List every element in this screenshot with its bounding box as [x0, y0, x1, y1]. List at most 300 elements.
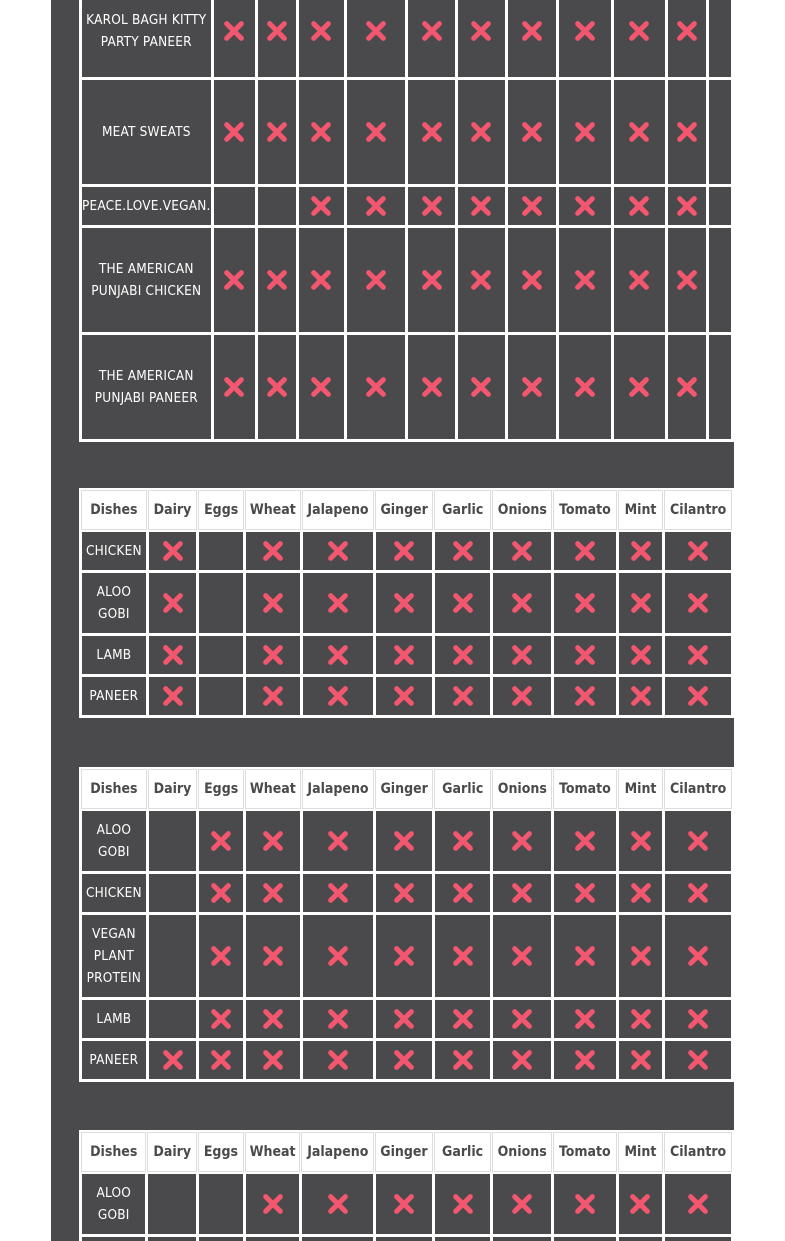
x-mark-icon	[310, 195, 332, 217]
x-mark-icon	[574, 644, 596, 666]
x-mark-icon	[630, 882, 652, 904]
mark-cell	[303, 874, 374, 912]
x-mark-icon	[266, 20, 288, 42]
mark-cell	[493, 532, 551, 570]
mark-cell	[376, 1041, 432, 1079]
empty-cell	[709, 80, 731, 184]
x-mark-icon	[574, 1193, 596, 1215]
mark-cell	[302, 1237, 373, 1241]
x-mark-icon	[452, 882, 474, 904]
mark-cell	[614, 187, 665, 225]
column-header: Ginger	[376, 1133, 432, 1171]
mark-cell	[493, 811, 551, 871]
mark-cell	[303, 915, 374, 997]
mark-cell	[665, 573, 731, 633]
mark-cell	[665, 811, 731, 871]
mark-cell	[665, 1237, 731, 1241]
mark-cell	[665, 1000, 731, 1038]
x-mark-icon	[210, 830, 232, 852]
x-mark-icon	[511, 1193, 533, 1215]
x-mark-icon	[521, 376, 543, 398]
x-mark-icon	[511, 592, 533, 614]
column-header: Garlic	[435, 1133, 491, 1171]
x-mark-icon	[574, 685, 596, 707]
mark-cell	[619, 573, 663, 633]
x-mark-icon	[574, 882, 596, 904]
table-row	[82, 1041, 731, 1079]
mark-cell	[665, 636, 731, 674]
x-mark-icon	[262, 644, 284, 666]
mark-cell	[554, 1174, 616, 1234]
table-row	[82, 636, 731, 674]
x-mark-icon	[421, 121, 443, 143]
allergen-table-1	[79, 0, 734, 442]
mark-cell	[376, 677, 432, 715]
column-header: Onions	[493, 491, 551, 529]
dish-name: THE AMERICAN PUNJABI CHICKEN	[82, 228, 211, 332]
x-mark-icon	[452, 540, 474, 562]
mark-cell	[458, 187, 505, 225]
mark-cell	[149, 811, 197, 871]
x-mark-icon	[327, 1193, 349, 1215]
column-header: Garlic	[435, 491, 490, 529]
column-header: Jalapeno	[303, 770, 374, 808]
x-mark-icon	[266, 376, 288, 398]
column-header: Tomato	[554, 491, 616, 529]
mark-cell	[614, 80, 665, 184]
mark-cell	[668, 187, 706, 225]
mark-cell	[665, 915, 731, 997]
mark-cell	[493, 677, 551, 715]
mark-cell	[493, 573, 551, 633]
x-mark-icon	[470, 376, 492, 398]
mark-cell	[619, 1041, 663, 1079]
mark-cell	[559, 228, 610, 332]
column-header: Garlic	[435, 770, 490, 808]
column-header: Jalapeno	[302, 1133, 373, 1171]
table-row	[82, 874, 731, 912]
x-mark-icon	[470, 20, 492, 42]
column-header: Jalapeno	[303, 491, 374, 529]
x-mark-icon	[393, 1049, 415, 1071]
mark-cell	[435, 1000, 490, 1038]
column-header: Mint	[619, 770, 663, 808]
x-mark-icon	[327, 644, 349, 666]
mark-cell	[258, 187, 296, 225]
x-mark-icon	[223, 269, 245, 291]
table-row	[82, 811, 731, 871]
mark-cell	[258, 0, 296, 77]
content-panel	[51, 0, 734, 1241]
x-mark-icon	[393, 644, 415, 666]
x-mark-icon	[521, 269, 543, 291]
mark-cell	[199, 573, 243, 633]
mark-cell	[303, 677, 374, 715]
mark-cell	[246, 1237, 300, 1241]
mark-cell	[554, 532, 616, 570]
dish-name: PANEER	[82, 677, 146, 715]
column-header: Dairy	[148, 1133, 196, 1171]
x-mark-icon	[574, 540, 596, 562]
mark-cell	[554, 915, 616, 997]
mark-cell	[149, 677, 197, 715]
column-header: Wheat	[246, 770, 300, 808]
column-header: Eggs	[199, 491, 243, 529]
x-mark-icon	[676, 376, 698, 398]
column-header: Onions	[493, 770, 551, 808]
x-mark-icon	[574, 269, 596, 291]
column-header: Mint	[619, 491, 663, 529]
x-mark-icon	[628, 269, 650, 291]
x-mark-icon	[310, 20, 332, 42]
x-mark-icon	[262, 1049, 284, 1071]
x-mark-icon	[262, 540, 284, 562]
dish-name: THE AMERICAN PUNJABI PANEER	[82, 335, 211, 439]
mark-cell	[347, 335, 405, 439]
table-row	[82, 677, 731, 715]
x-mark-icon	[630, 1049, 652, 1071]
column-header: Tomato	[554, 770, 616, 808]
mark-cell	[435, 573, 490, 633]
x-mark-icon	[162, 540, 184, 562]
x-mark-icon	[630, 830, 652, 852]
mark-cell	[149, 915, 197, 997]
x-mark-icon	[393, 945, 415, 967]
x-mark-icon	[452, 1049, 474, 1071]
mark-cell	[614, 0, 665, 77]
table-row	[82, 1237, 731, 1241]
mark-cell	[554, 874, 616, 912]
mark-cell	[299, 228, 344, 332]
mark-cell	[376, 1000, 432, 1038]
mark-cell	[408, 228, 455, 332]
x-mark-icon	[574, 376, 596, 398]
column-header: Ginger	[376, 770, 432, 808]
mark-cell	[376, 573, 432, 633]
x-mark-icon	[687, 882, 709, 904]
mark-cell	[246, 532, 300, 570]
x-mark-icon	[266, 121, 288, 143]
mark-cell	[554, 1041, 616, 1079]
x-mark-icon	[470, 121, 492, 143]
mark-cell	[148, 1237, 196, 1241]
mark-cell	[665, 874, 731, 912]
x-mark-icon	[310, 376, 332, 398]
x-mark-icon	[470, 269, 492, 291]
mark-cell	[619, 1174, 663, 1234]
table-row	[82, 1000, 731, 1038]
mark-cell	[199, 677, 243, 715]
x-mark-icon	[687, 945, 709, 967]
table-row	[82, 187, 731, 225]
x-mark-icon	[162, 592, 184, 614]
empty-cell	[709, 0, 731, 77]
mark-cell	[554, 1000, 616, 1038]
x-mark-icon	[511, 540, 533, 562]
x-mark-icon	[511, 945, 533, 967]
x-mark-icon	[262, 1008, 284, 1030]
mark-cell	[408, 187, 455, 225]
x-mark-icon	[452, 945, 474, 967]
x-mark-icon	[628, 195, 650, 217]
mark-cell	[554, 1237, 616, 1241]
column-header: Dishes	[82, 1133, 145, 1171]
x-mark-icon	[327, 540, 349, 562]
header-row	[82, 491, 731, 529]
mark-cell	[246, 573, 300, 633]
column-header: Wheat	[246, 1133, 300, 1171]
column-header: Dishes	[82, 770, 146, 808]
x-mark-icon	[365, 195, 387, 217]
x-mark-icon	[687, 830, 709, 852]
mark-cell	[347, 0, 405, 77]
mark-cell	[665, 532, 731, 570]
column-header: Cilantro	[665, 770, 731, 808]
x-mark-icon	[327, 592, 349, 614]
column-header: Ginger	[376, 491, 432, 529]
mark-cell	[303, 1041, 374, 1079]
x-mark-icon	[365, 20, 387, 42]
mark-cell	[199, 811, 243, 871]
column-header: Cilantro	[665, 491, 731, 529]
mark-cell	[554, 677, 616, 715]
x-mark-icon	[687, 644, 709, 666]
mark-cell	[559, 335, 610, 439]
mark-cell	[458, 335, 505, 439]
mark-cell	[199, 636, 243, 674]
dish-name: MEAT SWEATS	[82, 80, 211, 184]
mark-cell	[493, 636, 551, 674]
mark-cell	[303, 811, 374, 871]
mark-cell	[508, 0, 556, 77]
mark-cell	[458, 228, 505, 332]
empty-cell	[709, 187, 731, 225]
mark-cell	[258, 335, 296, 439]
mark-cell	[258, 228, 296, 332]
mark-cell	[508, 80, 556, 184]
mark-cell	[554, 636, 616, 674]
x-mark-icon	[452, 685, 474, 707]
mark-cell	[199, 915, 243, 997]
x-mark-icon	[421, 20, 443, 42]
mark-cell	[347, 80, 405, 184]
dish-name: LAMB	[82, 1000, 146, 1038]
mark-cell	[299, 80, 344, 184]
x-mark-icon	[262, 592, 284, 614]
x-mark-icon	[521, 121, 543, 143]
mark-cell	[493, 1000, 551, 1038]
x-mark-icon	[574, 1049, 596, 1071]
x-mark-icon	[574, 121, 596, 143]
x-mark-icon	[687, 1193, 709, 1215]
x-mark-icon	[511, 830, 533, 852]
mark-cell	[435, 1237, 491, 1241]
dish-name: ALOO GOBI	[82, 1174, 145, 1234]
column-header: Dairy	[149, 770, 197, 808]
x-mark-icon	[262, 830, 284, 852]
mark-cell	[376, 915, 432, 997]
x-mark-icon	[630, 945, 652, 967]
mark-cell	[303, 1000, 374, 1038]
x-mark-icon	[574, 830, 596, 852]
x-mark-icon	[327, 945, 349, 967]
column-header: Wheat	[246, 491, 300, 529]
x-mark-icon	[223, 20, 245, 42]
x-mark-icon	[470, 195, 492, 217]
mark-cell	[199, 1000, 243, 1038]
x-mark-icon	[393, 592, 415, 614]
mark-cell	[303, 532, 374, 570]
x-mark-icon	[262, 945, 284, 967]
x-mark-icon	[327, 882, 349, 904]
mark-cell	[559, 80, 610, 184]
column-header: Tomato	[554, 1133, 616, 1171]
x-mark-icon	[393, 1008, 415, 1030]
dish-name: VEGAN PLANT PROTEIN	[82, 915, 146, 997]
mark-cell	[559, 0, 610, 77]
column-header: Mint	[619, 1133, 663, 1171]
mark-cell	[619, 1000, 663, 1038]
x-mark-icon	[262, 882, 284, 904]
x-mark-icon	[266, 269, 288, 291]
mark-cell	[347, 228, 405, 332]
x-mark-icon	[310, 269, 332, 291]
x-mark-icon	[687, 540, 709, 562]
table-row	[82, 228, 731, 332]
mark-cell	[246, 1041, 300, 1079]
x-mark-icon	[393, 540, 415, 562]
column-header: Eggs	[199, 770, 243, 808]
x-mark-icon	[676, 269, 698, 291]
mark-cell	[614, 228, 665, 332]
mark-cell	[554, 811, 616, 871]
dish-name: CHICKEN	[82, 874, 146, 912]
x-mark-icon	[511, 644, 533, 666]
mark-cell	[619, 532, 663, 570]
mark-cell	[435, 811, 490, 871]
x-mark-icon	[521, 20, 543, 42]
x-mark-icon	[630, 685, 652, 707]
mark-cell	[214, 335, 255, 439]
mark-cell	[554, 573, 616, 633]
column-header: Eggs	[199, 1133, 243, 1171]
table-row	[82, 1174, 731, 1234]
mark-cell	[619, 1237, 663, 1241]
mark-cell	[214, 187, 255, 225]
mark-cell	[493, 1174, 551, 1234]
mark-cell	[246, 1174, 300, 1234]
x-mark-icon	[421, 376, 443, 398]
empty-cell	[709, 335, 731, 439]
x-mark-icon	[162, 685, 184, 707]
mark-cell	[199, 874, 243, 912]
mark-cell	[214, 0, 255, 77]
mark-cell	[668, 228, 706, 332]
x-mark-icon	[452, 592, 474, 614]
x-mark-icon	[630, 540, 652, 562]
mark-cell	[435, 677, 490, 715]
x-mark-icon	[630, 644, 652, 666]
x-mark-icon	[327, 685, 349, 707]
x-mark-icon	[421, 195, 443, 217]
mark-cell	[299, 335, 344, 439]
mark-cell	[408, 80, 455, 184]
mark-cell	[408, 335, 455, 439]
mark-cell	[199, 1041, 243, 1079]
mark-cell	[199, 1174, 243, 1234]
x-mark-icon	[393, 1193, 415, 1215]
x-mark-icon	[676, 121, 698, 143]
mark-cell	[435, 532, 490, 570]
x-mark-icon	[210, 882, 232, 904]
x-mark-icon	[521, 195, 543, 217]
x-mark-icon	[210, 1008, 232, 1030]
mark-cell	[458, 80, 505, 184]
header-row	[82, 1133, 731, 1171]
mark-cell	[435, 1041, 490, 1079]
x-mark-icon	[421, 269, 443, 291]
x-mark-icon	[327, 830, 349, 852]
x-mark-icon	[210, 945, 232, 967]
mark-cell	[508, 228, 556, 332]
mark-cell	[619, 636, 663, 674]
x-mark-icon	[628, 376, 650, 398]
x-mark-icon	[452, 1193, 474, 1215]
mark-cell	[508, 187, 556, 225]
dish-name: ALOO GOBI	[82, 811, 146, 871]
mark-cell	[214, 80, 255, 184]
mark-cell	[299, 187, 344, 225]
mark-cell	[376, 636, 432, 674]
mark-cell	[408, 0, 455, 77]
mark-cell	[493, 1041, 551, 1079]
mark-cell	[435, 915, 490, 997]
mark-cell	[493, 874, 551, 912]
x-mark-icon	[393, 882, 415, 904]
mark-cell	[619, 874, 663, 912]
mark-cell	[458, 0, 505, 77]
allergen-table-2	[79, 488, 734, 718]
table-row	[82, 80, 731, 184]
dish-name: CHICKEN	[82, 532, 146, 570]
column-header: Dishes	[82, 491, 146, 529]
dish-name: KAROL BAGH KITTY PARTY PANEER	[82, 0, 211, 77]
mark-cell	[149, 1000, 197, 1038]
mark-cell	[199, 532, 243, 570]
mark-cell	[302, 1174, 373, 1234]
mark-cell	[376, 1174, 432, 1234]
table-row	[82, 335, 731, 439]
mark-cell	[508, 335, 556, 439]
mark-cell	[149, 874, 197, 912]
mark-cell	[149, 636, 197, 674]
mark-cell	[149, 1041, 197, 1079]
x-mark-icon	[687, 1008, 709, 1030]
table-row	[82, 915, 731, 997]
x-mark-icon	[628, 20, 650, 42]
allergen-table-3	[79, 767, 734, 1082]
x-mark-icon	[327, 1008, 349, 1030]
mark-cell	[619, 677, 663, 715]
x-mark-icon	[511, 882, 533, 904]
x-mark-icon	[629, 1193, 651, 1215]
empty-cell	[709, 228, 731, 332]
x-mark-icon	[511, 685, 533, 707]
x-mark-icon	[262, 1193, 284, 1215]
dish-name: LAMB	[82, 636, 146, 674]
x-mark-icon	[630, 592, 652, 614]
mark-cell	[246, 1000, 300, 1038]
